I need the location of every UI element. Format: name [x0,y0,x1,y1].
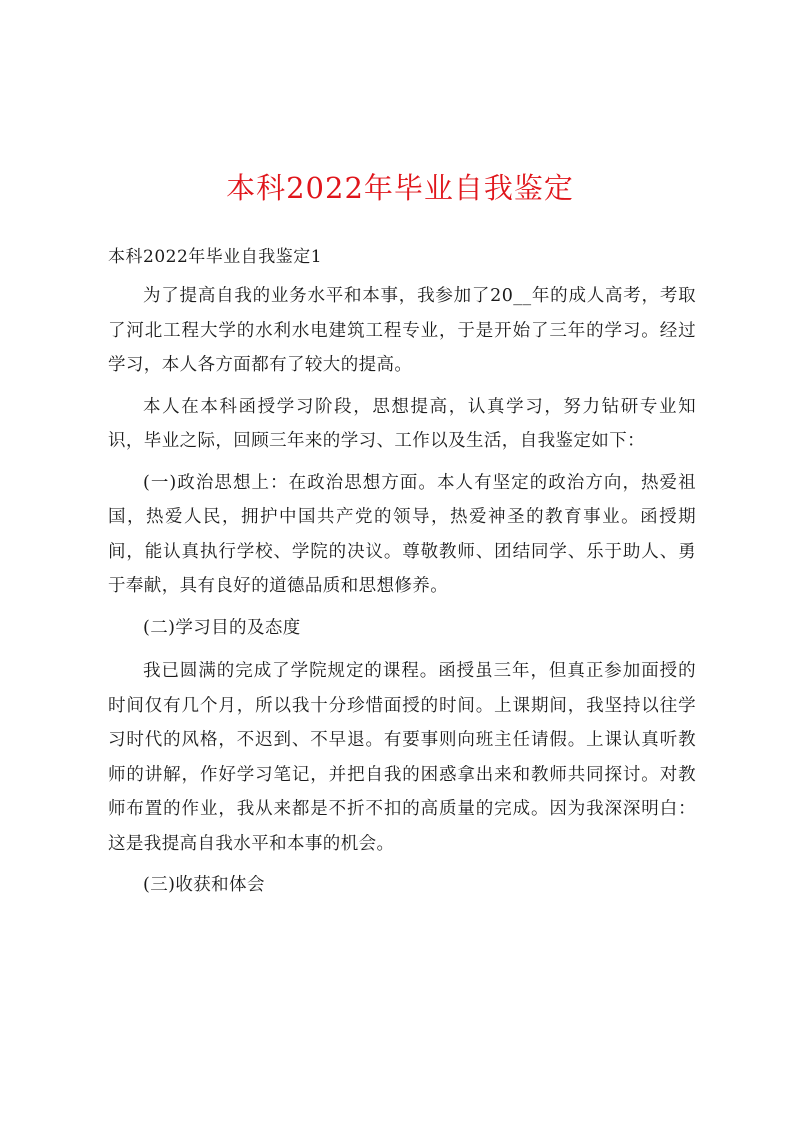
paragraph-political: (一)政治思想上：在政治思想方面。本人有坚定的政治方向，热爱祖国，热爱人民，拥护中国共产党的领导，热爱神圣的教育事业。函授期间，能认真执行学校、学院的决议。尊敬教师、团结同学、乐于助人、勇于奉献，具有良好的道德品质和思想修养。 [108,472,696,596]
paragraph-summary: 本人在本科函授学习阶段，思想提高，认真学习，努力钻研专业知识，毕业之际，回顾三年来的学习、工作以及生活，自我鉴定如下： [108,396,696,451]
heading-gains: (三)收获和体会 [143,875,265,895]
document-body [108,242,696,912]
document-title: 本科2022年毕业自我鉴定 [226,171,574,205]
heading-study-attitude: (二)学习目的及态度 [143,617,301,638]
paragraph-study: 我已圆满的完成了学院规定的课程。函授虽三年，但真正参加面授的时间仅有几个月，所以我十分珍惜面授的时间。上课期间，我坚持以往学习时代的风格，不迟到、不早退。有要事则向班主任请假。上课认真听教师的讲解，作好学习笔记，并把自我的困惑拿出来和教师共同探讨。对教师布置的作业，我从来都是不折不扣的高质量的完成。因为我深深明白：这是我提高自我水平和本事的机会。 [108,661,696,854]
section-subtitle: 本科2022年毕业自我鉴定1 [108,247,323,267]
paragraph-intro: 为了提高自我的业务水平和本事，我参加了20__年的成人高考，考取了河北工程大学的水利水电建筑工程专业，于是开始了三年的学习。经过学习，本人各方面都有了较大的提高。 [108,286,696,375]
